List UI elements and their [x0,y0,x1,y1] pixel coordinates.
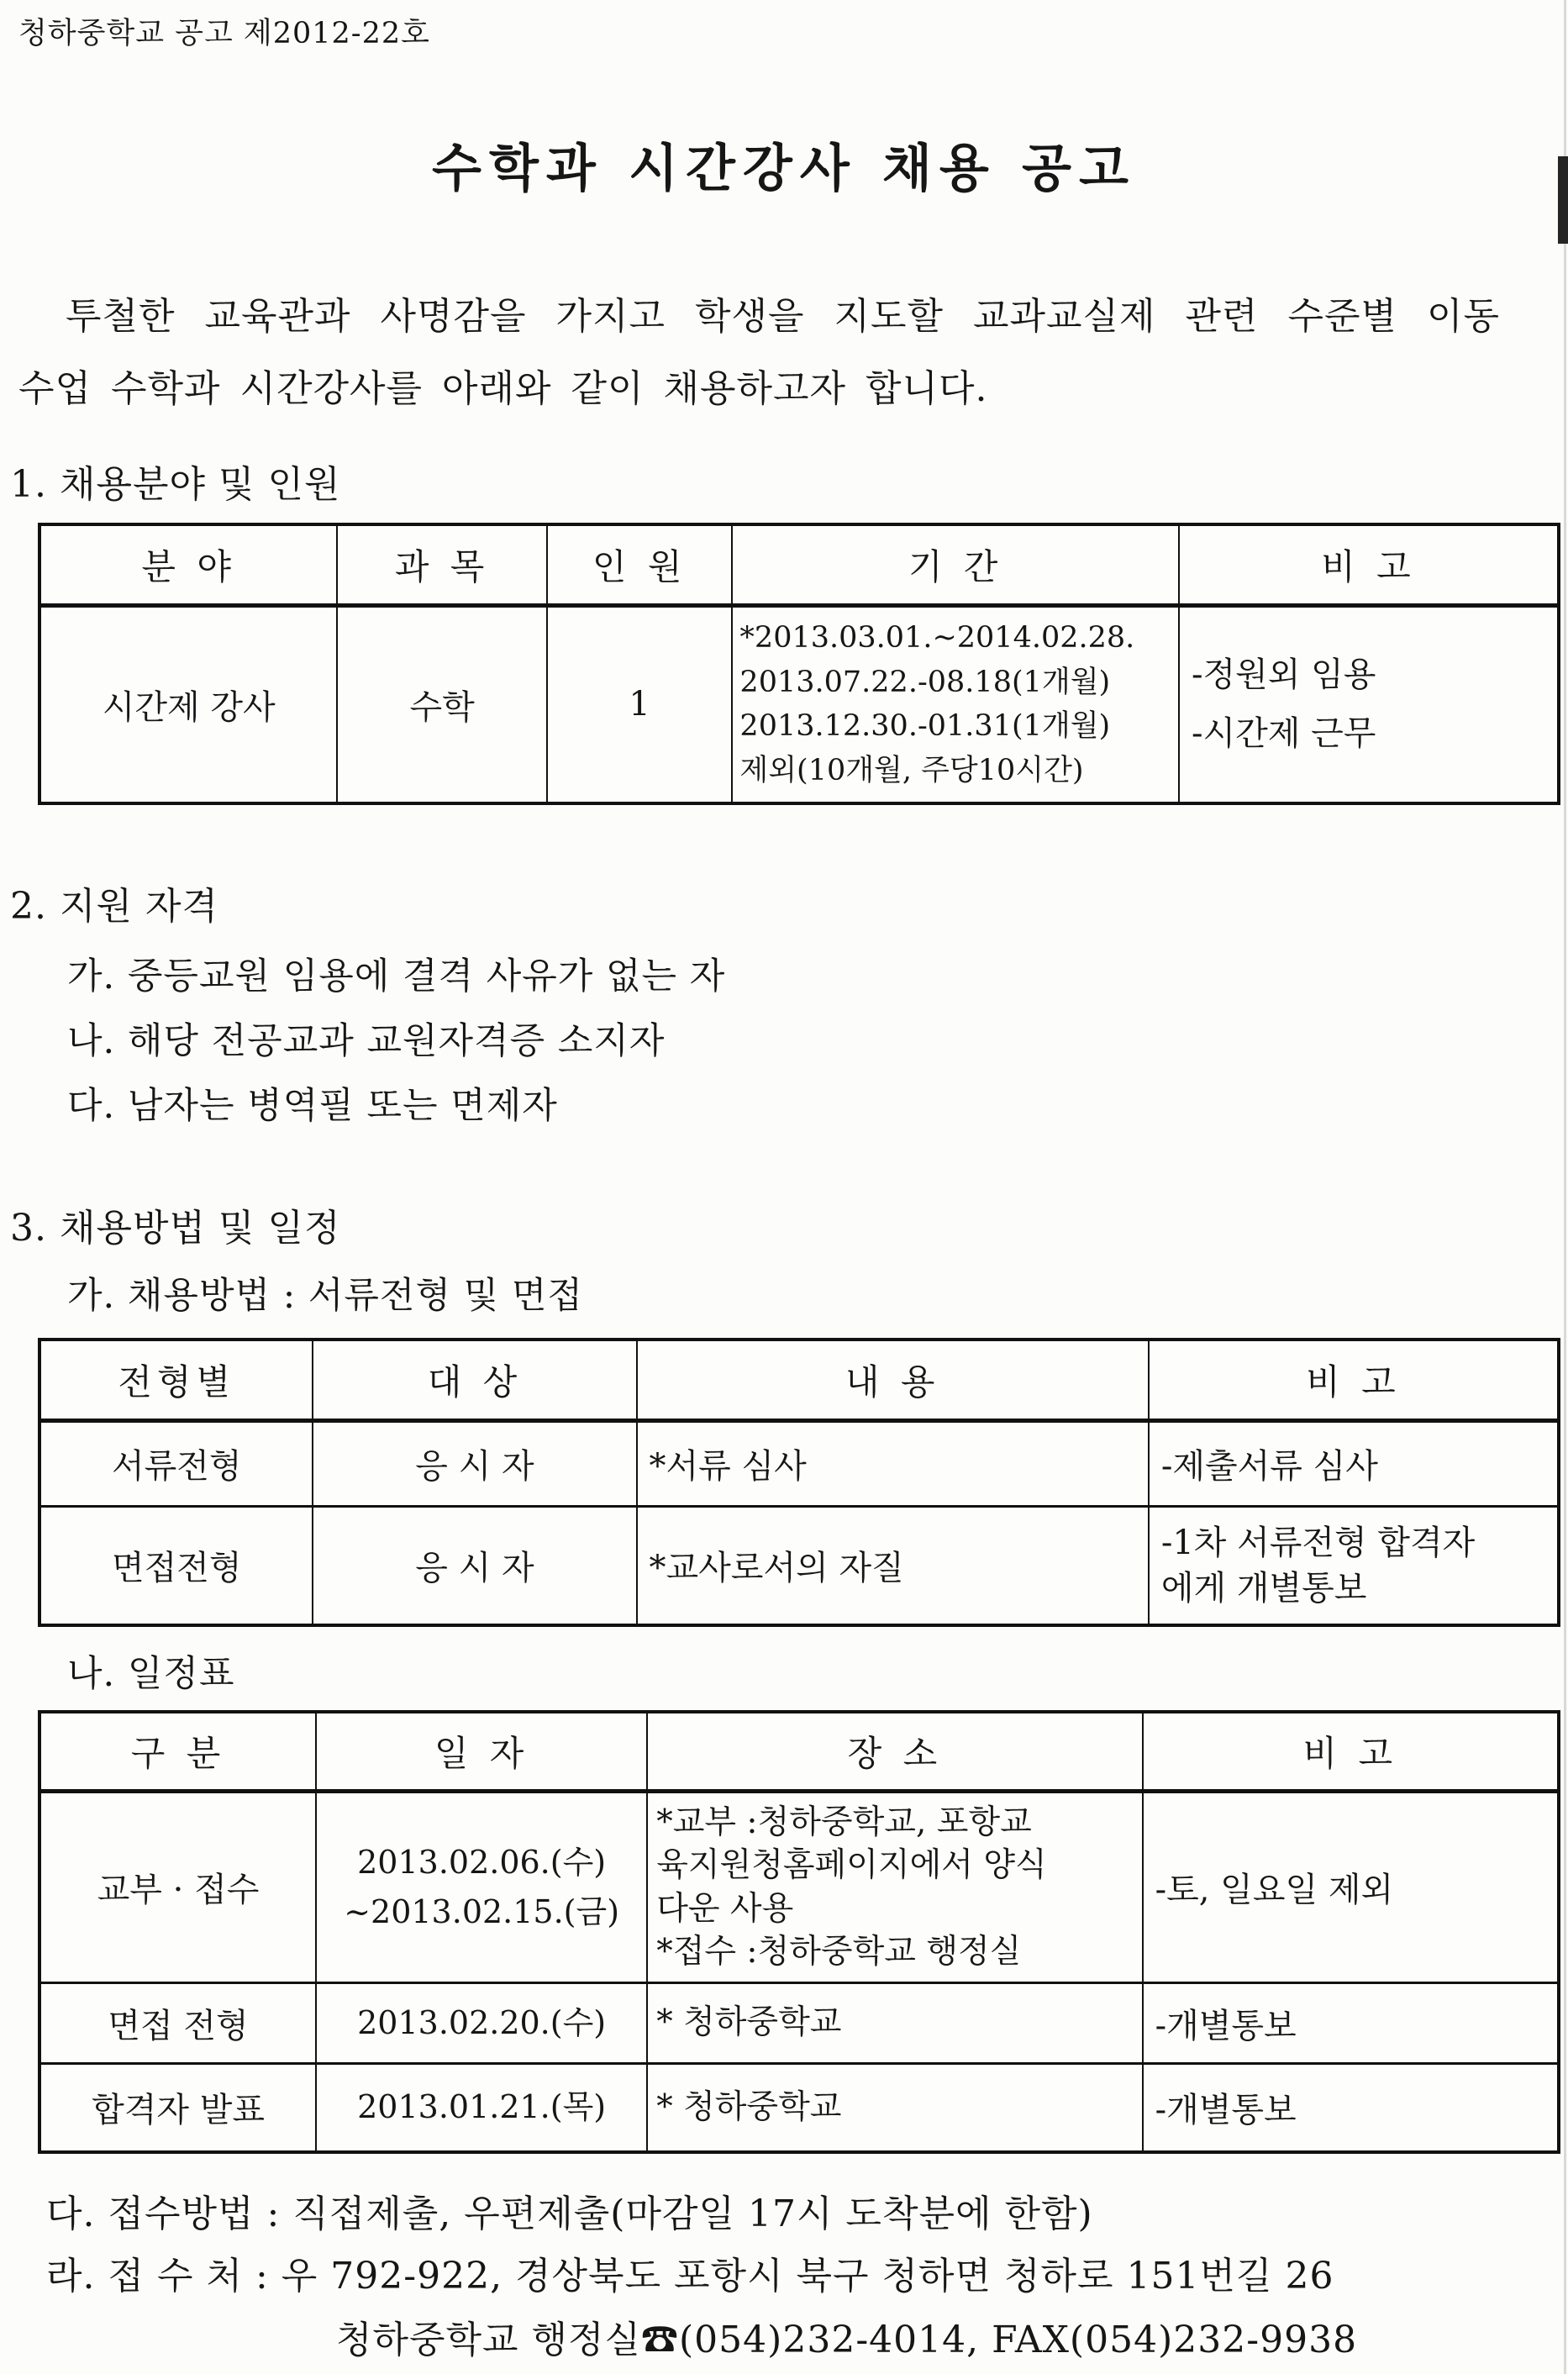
header-cell-period: 기 간 [732,524,1179,605]
table-row [39,1982,1559,2063]
header-cell-category: 구 분 [39,1712,316,1791]
recruitment-field-table [38,523,1560,805]
schedule-label: 나. 일정표 [67,1653,235,1695]
header-cell-note: 비 고 [1179,524,1559,605]
table-row [39,1506,1559,1625]
date-cell: 2013.02.20.(수) [316,1982,647,2063]
header-cell-target: 대 상 [313,1340,636,1420]
qualification-item: 다. 남자는 병역필 또는 면제자 [67,1085,558,1127]
note-cell [1179,605,1559,803]
cell-line: 다운 사용 [656,1889,794,1928]
place-cell: * 청하중학교 [647,2063,1142,2152]
submit-contact-line: 청하중학교 행정실☎(054)232-4014, FAX(054)232-9938 [336,2319,1358,2361]
target-cell: 응 시 자 [313,1420,636,1506]
note-cell: -개별통보 [1143,2063,1559,2152]
qualification-item: 나. 해당 전공교과 교원자격증 소지자 [67,1020,666,1062]
section-3-heading: 3. 채용방법 및 일정 [10,1207,341,1250]
page-title: 수학과 시간강사 채용 공고 [432,139,1136,198]
cell-line: -정원외 임용 [1191,655,1376,695]
category-cell: 면접 전형 [39,1982,316,2063]
cell-line: -1차 서류전형 합격자 [1160,1523,1476,1562]
category-cell: 합격자 발표 [39,2063,316,2152]
cell-line: *접수 :청하중학교 행정실 [656,1932,1022,1971]
header-cell-subject: 과 목 [337,524,547,605]
place-cell: * 청하중학교 [647,1982,1142,2063]
table-row [39,1791,1559,1982]
cell-line: 2013.07.22.-08.18(1개월) [739,665,1111,699]
field-cell: 시간제 강사 [39,605,337,803]
content-cell: *서류 심사 [637,1420,1149,1506]
table-header-row [39,524,1559,605]
submit-method-line: 다. 접수방법 : 직접제출, 우편제출(마감일 17시 도착분에 한함) [46,2192,1093,2235]
headcount-cell: 1 [547,605,733,803]
cell-line: *2013.03.01.~2014.02.28. [739,621,1135,655]
intro-line: 수업 수학과 시간강사를 아래와 같이 채용하고자 합니다. [18,367,988,410]
section-2-heading: 2. 지원 자격 [10,885,218,928]
cell-line: 2013.12.30.-01.31(1개월) [739,709,1111,744]
note-cell [1149,1506,1559,1625]
method-label: 가. 채용방법 : 서류전형 및 면접 [67,1275,583,1317]
table-header-row [39,1712,1559,1791]
cell-line: 2013.02.06.(수) [357,1843,607,1881]
header-cell-headcount: 인 원 [547,524,733,605]
header-cell-note: 비 고 [1143,1712,1559,1791]
note-cell: -개별통보 [1143,1982,1559,2063]
content-cell: *교사로서의 자질 [637,1506,1149,1625]
stage-cell: 서류전형 [39,1420,313,1506]
table-row [39,2063,1559,2152]
cell-line: ~2013.02.15.(금) [344,1892,620,1930]
date-cell: 2013.01.21.(목) [316,2063,647,2152]
cell-line: 제외(10개월, 주당10시간) [739,753,1084,787]
cell-line: *교부 :청하중학교, 포항교 [656,1803,1032,1841]
header-cell-date: 일 자 [316,1712,647,1791]
period-cell [732,605,1179,803]
note-cell: -제출서류 심사 [1149,1420,1559,1506]
header-cell-place: 장 소 [647,1712,1142,1791]
cell-line: 육지원청홈페이지에서 양식 [656,1846,1047,1885]
table-header-row [39,1340,1559,1420]
header-cell-stage: 전형별 [39,1340,313,1420]
section-1-heading: 1. 채용분야 및 인원 [10,463,341,506]
target-cell: 응 시 자 [313,1506,636,1625]
place-cell [647,1791,1142,1982]
intro-line: 투철한 교육관과 사명감을 가지고 학생을 지도할 교과교실제 관련 수준별 이동 [66,295,1501,338]
stage-cell: 면접전형 [39,1506,313,1625]
cell-line: 에게 개별통보 [1160,1568,1367,1608]
header-cell-field: 분 야 [39,524,337,605]
scan-edge-artifact [1564,0,1566,2374]
table-row [39,605,1559,803]
doc-number: 청하중학교 공고 제2012-22호 [18,17,430,50]
table-row [39,1420,1559,1506]
note-cell: -토, 일요일 제외 [1143,1791,1559,1982]
submit-address-line: 라. 접 수 처 : 우 792-922, 경상북도 포항시 북구 청하면 청하로 151번길 26 [46,2255,1334,2298]
selection-method-table [38,1338,1560,1627]
category-cell: 교부 · 접수 [39,1791,316,1982]
qualification-item: 가. 중등교원 임용에 결격 사유가 없는 자 [67,955,726,998]
cell-line: -시간제 근무 [1191,714,1376,754]
date-cell [316,1791,647,1982]
subject-cell: 수학 [337,605,547,803]
header-cell-content: 내 용 [637,1340,1149,1420]
schedule-table [38,1710,1560,2154]
header-cell-note: 비 고 [1149,1340,1559,1420]
